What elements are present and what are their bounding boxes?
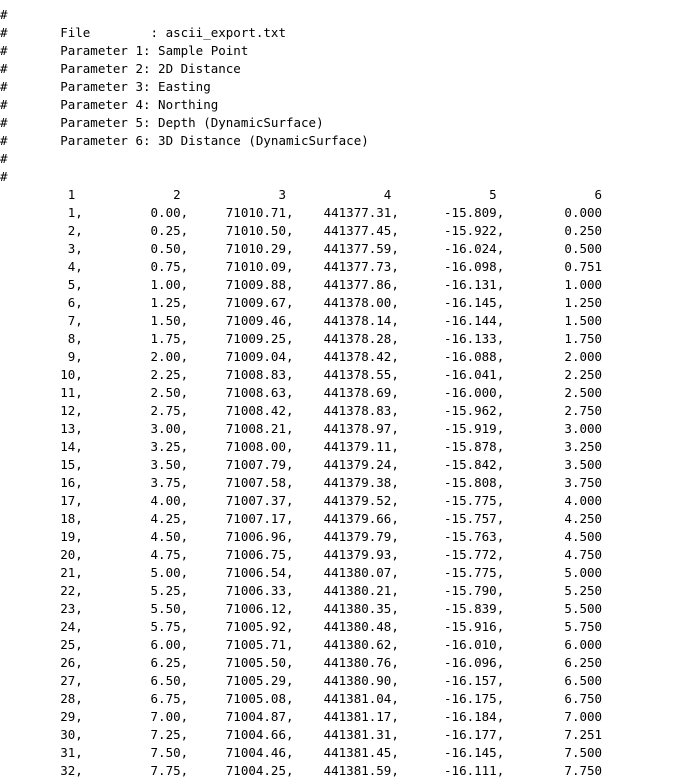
header-comment-line: # Parameter 3: Easting xyxy=(0,79,211,94)
header-comment-line: # Parameter 6: 3D Distance (DynamicSurface) xyxy=(0,133,369,148)
data-row: 26, 6.25, 71005.50, 441380.76, -16.096, 6.250 xyxy=(0,655,603,670)
header-comment-line: # xyxy=(0,151,8,166)
data-row: 29, 7.00, 71004.87, 441381.17, -16.184, 7.000 xyxy=(0,709,603,724)
data-row: 14, 3.25, 71008.00, 441379.11, -15.878, 3.250 xyxy=(0,439,603,454)
data-row: 8, 1.75, 71009.25, 441378.28, -16.133, 1.750 xyxy=(0,331,603,346)
data-row: 23, 5.50, 71006.12, 441380.35, -15.839, 5.500 xyxy=(0,601,603,616)
header-comment-line: # Parameter 2: 2D Distance xyxy=(0,61,241,76)
data-row: 9, 2.00, 71009.04, 441378.42, -16.088, 2.000 xyxy=(0,349,603,364)
header-comment-line: # File : ascii_export.txt xyxy=(0,25,286,40)
data-row: 31, 7.50, 71004.46, 441381.45, -16.145, 7.500 xyxy=(0,745,603,760)
data-row: 6, 1.25, 71009.67, 441378.00, -16.145, 1.250 xyxy=(0,295,603,310)
header-comment-line: # Parameter 1: Sample Point xyxy=(0,43,249,58)
data-row: 16, 3.75, 71007.58, 441379.38, -15.808, 3.750 xyxy=(0,475,603,490)
data-row: 22, 5.25, 71006.33, 441380.21, -15.790, 5.250 xyxy=(0,583,603,598)
data-row: 15, 3.50, 71007.79, 441379.24, -15.842, 3.500 xyxy=(0,457,603,472)
data-row: 5, 1.00, 71009.88, 441377.86, -16.131, 1.000 xyxy=(0,277,603,292)
data-row: 7, 1.50, 71009.46, 441378.14, -16.144, 1.500 xyxy=(0,313,603,328)
data-row: 30, 7.25, 71004.66, 441381.31, -16.177, 7.251 xyxy=(0,727,603,742)
data-row: 19, 4.50, 71006.96, 441379.79, -15.763, 4.500 xyxy=(0,529,603,544)
data-row: 10, 2.25, 71008.83, 441378.55, -16.041, 2.250 xyxy=(0,367,603,382)
data-row: 1, 0.00, 71010.71, 441377.31, -15.809, 0.000 xyxy=(0,205,603,220)
data-row: 21, 5.00, 71006.54, 441380.07, -15.775, 5.000 xyxy=(0,565,603,580)
header-comment-line: # Parameter 4: Northing xyxy=(0,97,219,112)
data-row: 25, 6.00, 71005.71, 441380.62, -16.010, 6.000 xyxy=(0,637,603,652)
data-row: 24, 5.75, 71005.92, 441380.48, -15.916, 5.750 xyxy=(0,619,603,634)
data-row: 13, 3.00, 71008.21, 441378.97, -15.919, 3.000 xyxy=(0,421,603,436)
data-row: 4, 0.75, 71010.09, 441377.73, -16.098, 0.751 xyxy=(0,259,603,274)
data-row: 3, 0.50, 71010.29, 441377.59, -16.024, 0.500 xyxy=(0,241,603,256)
column-header-line: 1 2 3 4 5 6 xyxy=(0,187,603,202)
header-comment-line: # xyxy=(0,7,8,22)
data-row: 2, 0.25, 71010.50, 441377.45, -15.922, 0.250 xyxy=(0,223,603,238)
data-row: 32, 7.75, 71004.25, 441381.59, -16.111, 7.750 xyxy=(0,763,603,778)
data-row: 12, 2.75, 71008.42, 441378.83, -15.962, 2.750 xyxy=(0,403,603,418)
data-row: 20, 4.75, 71006.75, 441379.93, -15.772, 4.750 xyxy=(0,547,603,562)
header-comment-line: # Parameter 5: Depth (DynamicSurface) xyxy=(0,115,324,130)
data-row: 18, 4.25, 71007.17, 441379.66, -15.757, 4.250 xyxy=(0,511,603,526)
data-row: 27, 6.50, 71005.29, 441380.90, -16.157, 6.500 xyxy=(0,673,603,688)
header-comment-line: # xyxy=(0,169,8,184)
data-row: 17, 4.00, 71007.37, 441379.52, -15.775, 4.000 xyxy=(0,493,603,508)
data-row: 28, 6.75, 71005.08, 441381.04, -16.175, 6.750 xyxy=(0,691,603,706)
data-row: 11, 2.50, 71008.63, 441378.69, -16.000, 2.500 xyxy=(0,385,603,400)
